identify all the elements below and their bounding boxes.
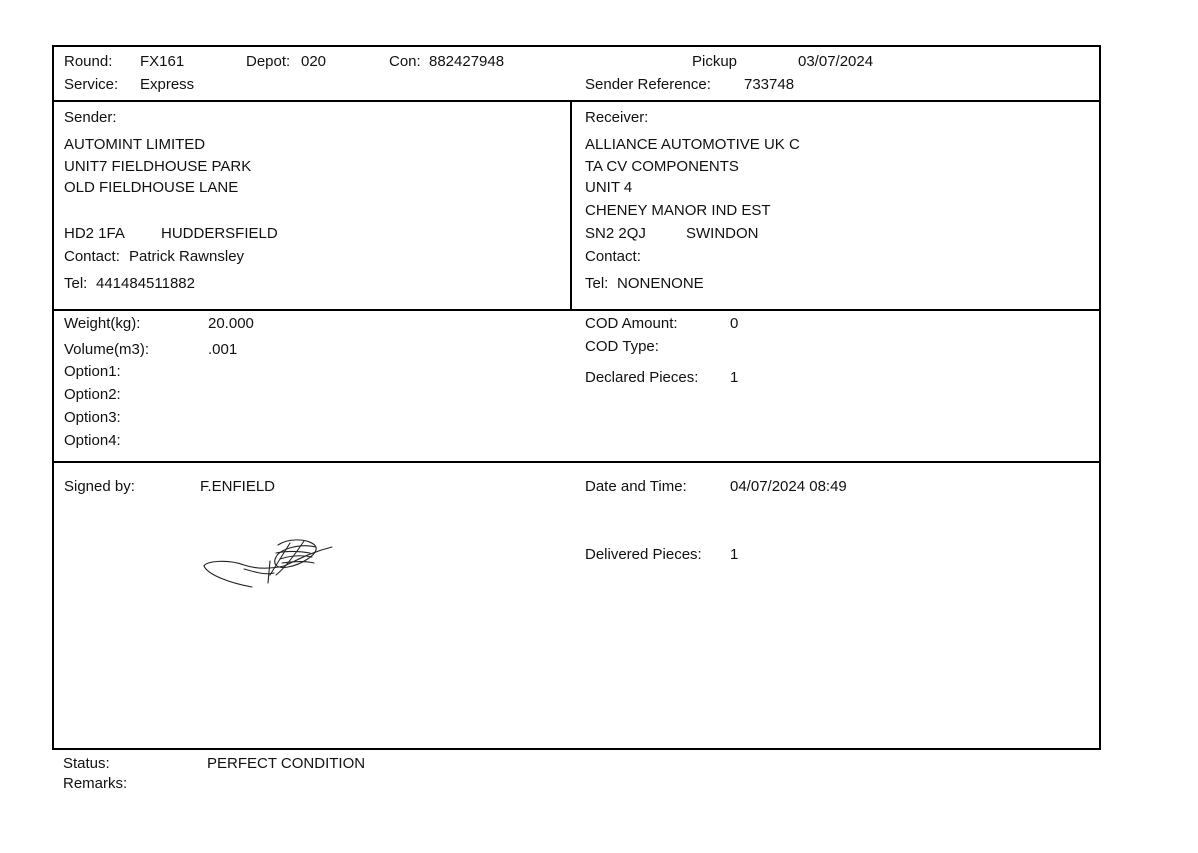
address-column-divider — [570, 102, 572, 309]
sender-address-line: AUTOMINT LIMITED — [64, 136, 206, 153]
option4-label: Option4: — [64, 432, 121, 449]
sender-city: HUDDERSFIELD — [161, 225, 278, 242]
receiver-address-line: CHENEY MANOR IND EST — [585, 202, 771, 219]
weight-value: 20.000 — [208, 315, 254, 332]
cod-type-label: COD Type: — [585, 338, 659, 355]
signature-icon — [200, 533, 340, 593]
signed-by-label: Signed by: — [64, 478, 135, 495]
sender-contact-name: Patrick Rawnsley — [129, 248, 245, 265]
option3-label: Option3: — [64, 409, 121, 426]
con-value: 882427948 — [429, 53, 505, 70]
receiver-tel-label: Tel: — [585, 275, 609, 292]
receiver-address-line: TA CV COMPONENTS — [585, 158, 739, 175]
round-value: FX161 — [140, 53, 185, 70]
option1-label: Option1: — [64, 363, 121, 380]
sender-postcode: HD2 1FA — [64, 225, 125, 242]
receiver-postcode: SN2 2QJ — [585, 225, 646, 242]
depot-label: Depot: — [246, 53, 291, 70]
delivered-pieces-value: 1 — [730, 546, 739, 563]
sender-reference-value: 733748 — [744, 76, 795, 93]
volume-label: Volume(m3): — [64, 341, 150, 358]
details-divider — [54, 461, 1099, 463]
cod-amount-value: 0 — [730, 315, 739, 332]
delivery-receipt-frame — [52, 45, 1101, 750]
sender-tel-value: 441484511882 — [96, 275, 195, 292]
pickup-date: 03/07/2024 — [798, 53, 874, 70]
volume-value: .001 — [208, 341, 238, 358]
receiver-city: SWINDON — [686, 225, 759, 242]
pickup-label: Pickup — [692, 53, 738, 70]
depot-value: 020 — [301, 53, 327, 70]
declared-pieces-label: Declared Pieces: — [585, 369, 699, 386]
signed-by-value: F.ENFIELD — [200, 478, 276, 495]
receiver-address-line: ALLIANCE AUTOMOTIVE UK C — [585, 136, 800, 153]
round-label: Round: — [64, 53, 113, 70]
sender-label: Sender: — [64, 109, 117, 126]
receiver-contact-label: Contact: — [585, 248, 641, 265]
weight-label: Weight(kg): — [64, 315, 141, 332]
address-divider — [54, 309, 1099, 311]
sender-contact-label: Contact: — [64, 248, 120, 265]
sender-address-line: UNIT7 FIELDHOUSE PARK — [64, 158, 252, 175]
delivered-pieces-label: Delivered Pieces: — [585, 546, 702, 563]
receiver-label: Receiver: — [585, 109, 649, 126]
header-divider — [54, 100, 1099, 102]
status-label: Status: — [63, 755, 110, 772]
service-label: Service: — [64, 76, 119, 93]
cod-amount-label: COD Amount: — [585, 315, 678, 332]
status-value: PERFECT CONDITION — [207, 755, 366, 772]
datetime-value: 04/07/2024 08:49 — [730, 478, 847, 495]
receiver-tel-value: NONENONE — [617, 275, 704, 292]
remarks-label: Remarks: — [63, 775, 128, 792]
sender-reference-label: Sender Reference: — [585, 76, 711, 93]
declared-pieces-value: 1 — [730, 369, 739, 386]
service-value: Express — [140, 76, 195, 93]
receiver-address-line: UNIT 4 — [585, 179, 633, 196]
datetime-label: Date and Time: — [585, 478, 687, 495]
option2-label: Option2: — [64, 386, 121, 403]
sender-address-line: OLD FIELDHOUSE LANE — [64, 179, 239, 196]
sender-tel-label: Tel: — [64, 275, 88, 292]
con-label: Con: — [389, 53, 421, 70]
